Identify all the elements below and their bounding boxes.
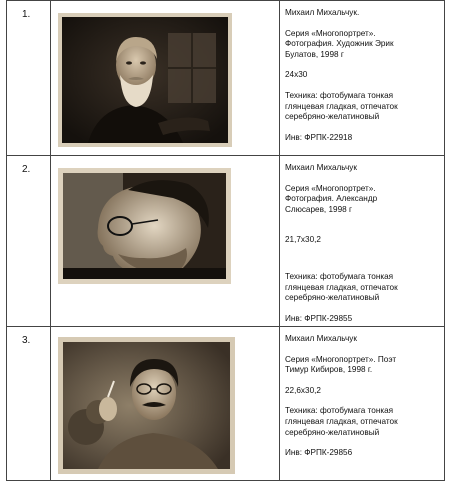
technique-line: серебряно-желатиновый xyxy=(285,293,380,303)
series-line: Серия «Многопортрет». xyxy=(285,28,376,38)
photo-portrait-kibirov xyxy=(58,337,235,474)
photo-cell xyxy=(51,1,280,156)
technique-line: Техника: фотобумага тонкая xyxy=(285,406,394,416)
series-line: Булатов, 1998 г xyxy=(285,49,344,59)
series-line: Серия «Многопортрет». Поэт xyxy=(285,354,397,364)
inventory-number: Инв: ФРПК-29856 xyxy=(285,448,353,458)
technique-line: Техника: фотобумага тонкая xyxy=(285,90,394,100)
item-number-cell xyxy=(7,156,51,327)
catalog-table xyxy=(6,0,445,481)
size: 22,6х30,2 xyxy=(285,385,321,395)
series-line: Слюсарев, 1998 г xyxy=(285,204,352,214)
item-number: 3. xyxy=(22,335,31,346)
author: Михаил Михальчук xyxy=(285,334,357,343)
author: Михаил Михальчук xyxy=(285,163,357,172)
size: 24х30 xyxy=(285,70,308,80)
item-number: 1. xyxy=(22,9,31,20)
technique-line: глянцевая гладкая, отпечаток xyxy=(285,416,398,426)
series-line: Серия «Многопортрет». xyxy=(285,183,376,193)
technique-line: серебряно-желатиновый xyxy=(285,427,380,437)
photo-portrait-slyusarev xyxy=(58,168,231,284)
size: 21,7х30,2 xyxy=(285,235,321,245)
table-row xyxy=(7,1,445,156)
inventory-number: Инв: ФРПК-22918 xyxy=(285,132,353,142)
photo-portrait-bulatov xyxy=(58,13,232,147)
photo-cell xyxy=(51,156,280,327)
description-cell xyxy=(280,327,445,481)
item-number-cell xyxy=(7,327,51,481)
series-line: Фотография. Александр xyxy=(285,194,378,204)
technique-line: серебряно-желатиновый xyxy=(285,112,380,122)
author: Михаил Михальчук. xyxy=(285,8,360,17)
series-line: Тимур Кибиров, 1998 г. xyxy=(285,365,373,375)
inventory-number: Инв: ФРПК-29855 xyxy=(285,313,353,323)
table-row xyxy=(7,156,445,327)
technique-line: Техника: фотобумага тонкая xyxy=(285,271,394,281)
technique-line: глянцевая гладкая, отпечаток xyxy=(285,282,398,292)
series-line: Фотография. Художник Эрик xyxy=(285,39,394,49)
description-cell xyxy=(280,156,445,327)
table-row xyxy=(7,327,445,481)
photo-cell xyxy=(51,327,280,481)
item-number-cell xyxy=(7,1,51,156)
description-cell xyxy=(280,1,445,156)
technique-line: глянцевая гладкая, отпечаток xyxy=(285,101,398,111)
item-number: 2. xyxy=(22,164,31,175)
